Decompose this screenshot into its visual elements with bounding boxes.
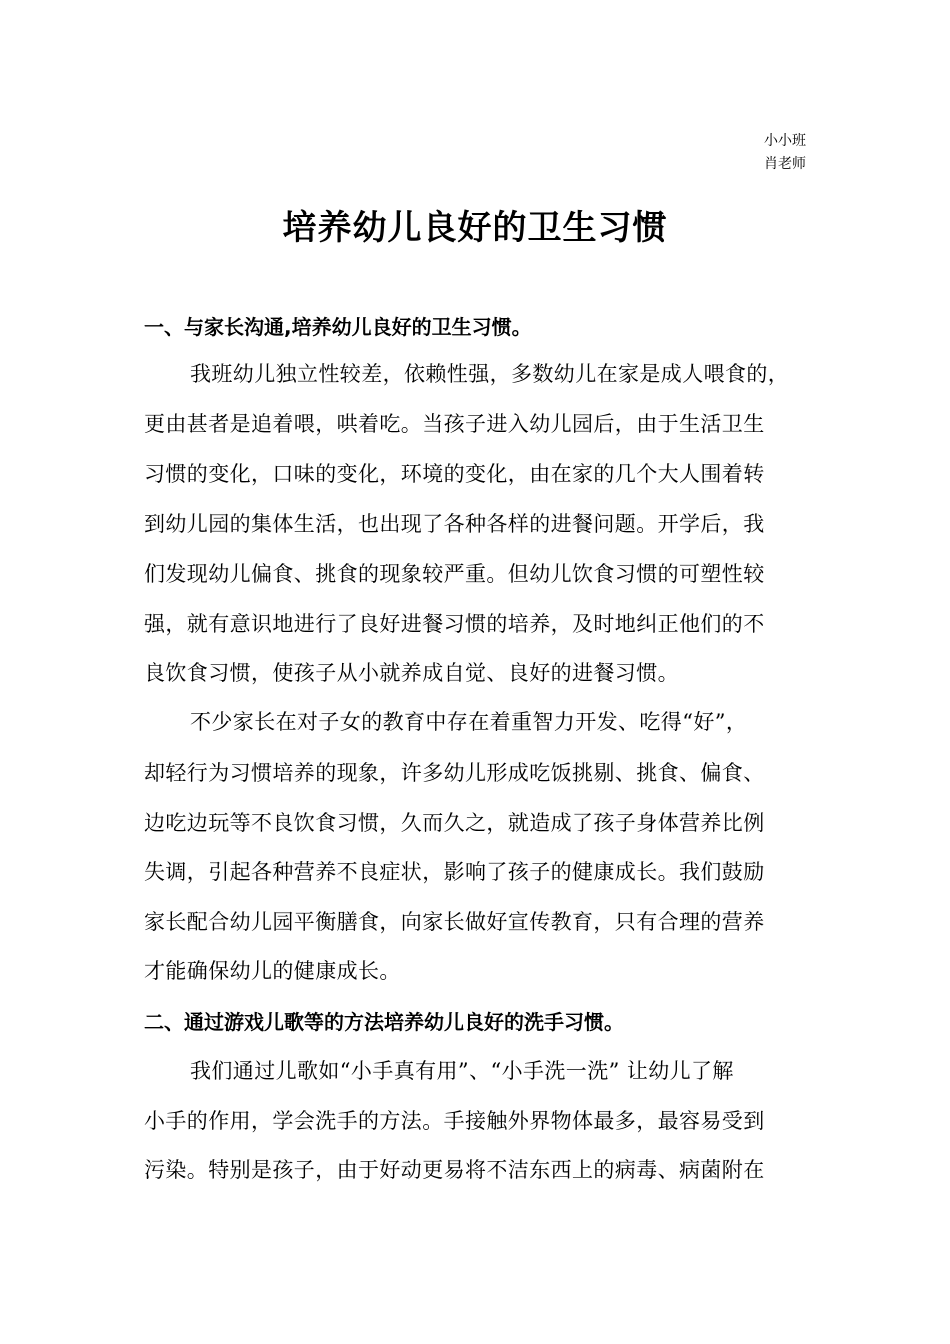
paragraph-line: 强，就有意识地进行了良好进餐习惯的培养，及时地纠正他们的不 xyxy=(144,612,765,636)
paragraph-line: 们发现幼儿偏食、挑食的现象较严重。但幼儿饮食习惯的可塑性较 xyxy=(144,562,765,586)
paragraph-line: 不少家长在对子女的教育中存在着重智力开发、吃得“好”， xyxy=(190,710,748,734)
class-name: 小小班 xyxy=(764,133,806,149)
paragraph-line: 却轻行为习惯培养的现象，许多幼儿形成吃饭挑剔、挑食、偏食、 xyxy=(144,761,765,785)
paragraph-line: 到幼儿园的集体生活，也出现了各种各样的进餐问题。开学后，我 xyxy=(144,512,765,536)
teacher-name: 肖老师 xyxy=(764,156,806,172)
paragraph-line: 污染。特别是孩子，由于好动更易将不洁东西上的病毒、病菌附在 xyxy=(144,1158,765,1182)
paragraph-line: 小手的作用，学会洗手的方法。手接触外界物体最多，最容易受到 xyxy=(144,1109,765,1133)
paragraph-line: 家长配合幼儿园平衡膳食，向家长做好宣传教育，只有合理的营养 xyxy=(144,910,765,934)
paragraph-line: 失调，引起各种营养不良症状，影响了孩子的健康成长。我们鼓励 xyxy=(144,860,765,884)
paragraph-line: 我们通过儿歌如“小手真有用”、“小手洗一洗” 让幼儿了解 xyxy=(190,1059,734,1083)
paragraph-line: 才能确保幼儿的健康成长。 xyxy=(144,959,401,983)
paragraph-line: 良饮食习惯，使孩子从小就养成自觉、良好的进餐习惯。 xyxy=(144,661,679,685)
paragraph-line: 习惯的变化，口味的变化，环境的变化，由在家的几个大人围着转 xyxy=(144,462,765,486)
paragraph-line: 我班幼儿独立性较差，依赖性强，多数幼儿在家是成人喂食的， xyxy=(190,362,790,386)
paragraph-line: 更由甚者是追着喂，哄着吃。当孩子进入幼儿园后，由于生活卫生 xyxy=(144,412,765,436)
document-title: 培养幼儿良好的卫生习惯 xyxy=(282,208,668,248)
paragraph-line: 边吃边玩等不良饮食习惯，久而久之，就造成了孩子身体营养比例 xyxy=(144,811,765,835)
section-heading: 二、通过游戏儿歌等的方法培养幼儿良好的洗手习惯。 xyxy=(144,1010,624,1034)
section-heading: 一、与家长沟通,培养幼儿良好的卫生习惯。 xyxy=(144,315,532,339)
